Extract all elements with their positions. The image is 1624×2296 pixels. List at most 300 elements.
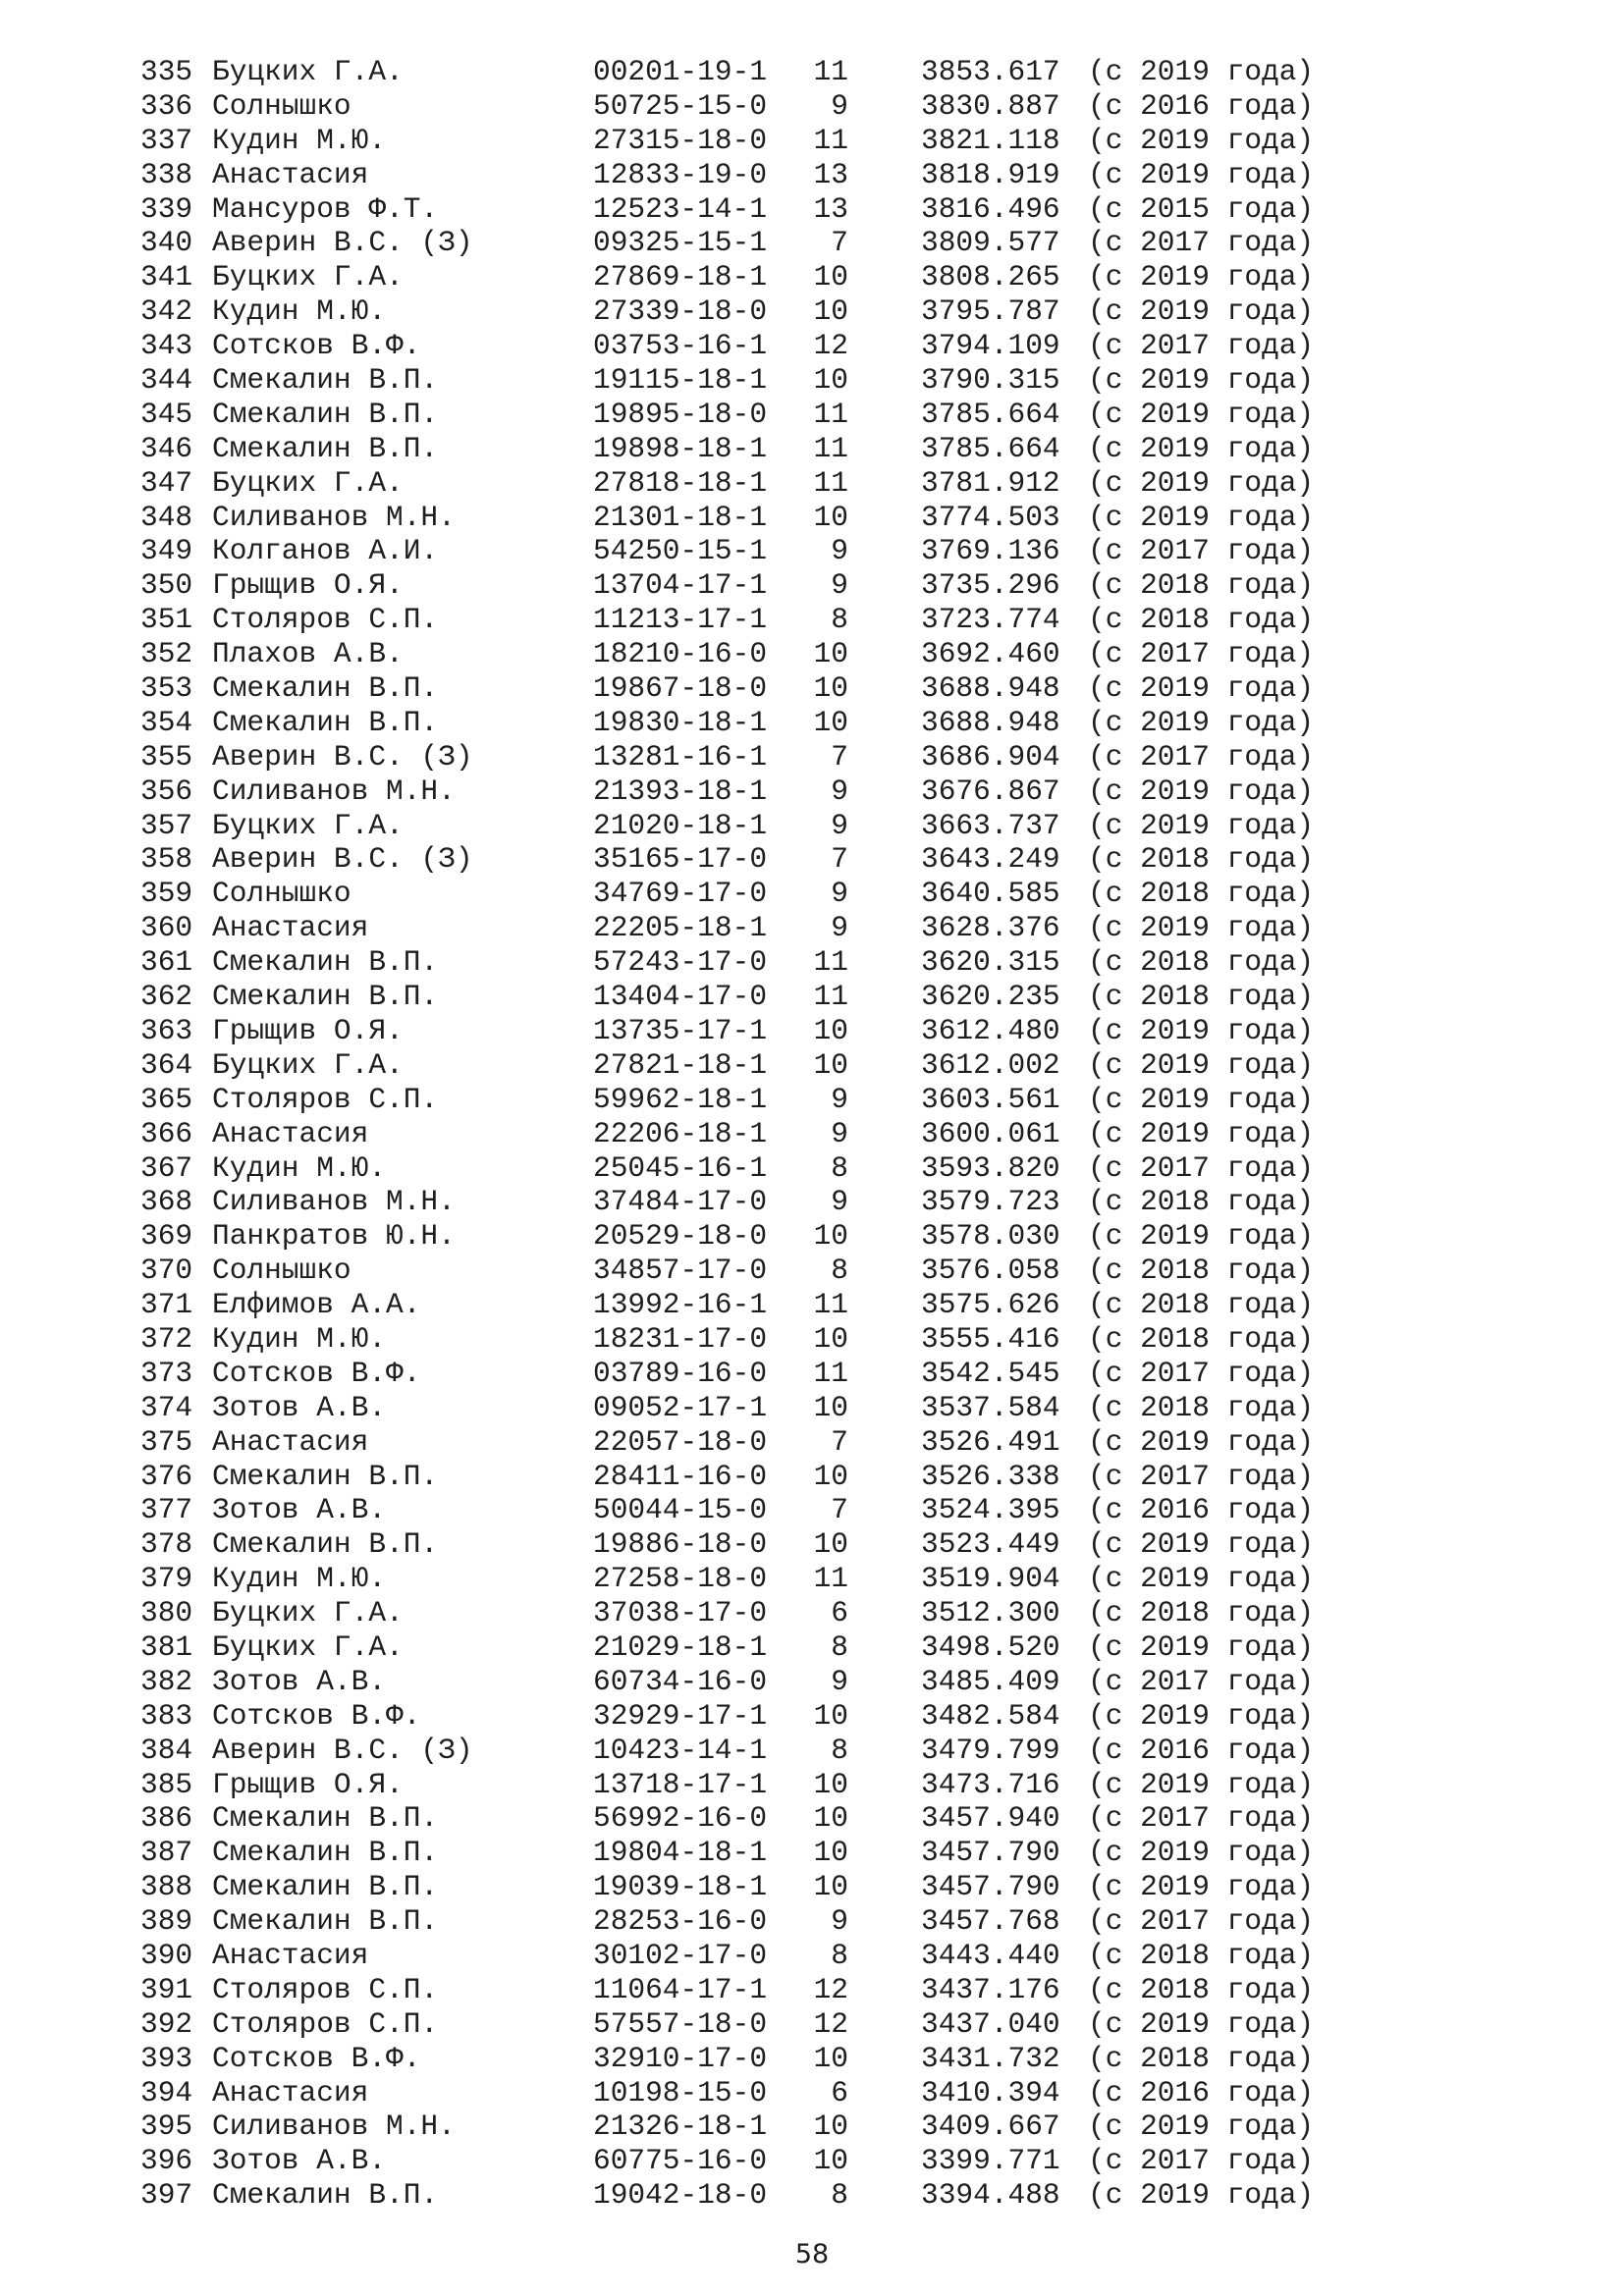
row-value: 3620.235 xyxy=(921,980,1060,1014)
row-since: (с 2018 года) xyxy=(1088,980,1315,1014)
row-number: 354 xyxy=(140,705,193,739)
list-item xyxy=(140,1185,1417,1219)
row-name: Анастасия xyxy=(212,1424,369,1459)
row-number: 390 xyxy=(140,1938,193,1972)
row-number: 368 xyxy=(140,1185,193,1219)
row-number: 380 xyxy=(140,1596,193,1630)
row-number: 365 xyxy=(140,1082,193,1116)
row-value: 3526.491 xyxy=(921,1424,1060,1459)
row-name: Плахов А.В. xyxy=(212,637,404,671)
list-item xyxy=(140,226,1417,260)
row-name: Силиванов М.Н. xyxy=(212,500,456,534)
row-since: (с 2018 года) xyxy=(1088,945,1315,980)
row-code: 57243-17-0 xyxy=(593,945,768,980)
row-count: 10 xyxy=(813,1047,848,1082)
list-item xyxy=(140,945,1417,980)
row-code: 37038-17-0 xyxy=(593,1596,768,1630)
row-value: 3479.799 xyxy=(921,1733,1060,1767)
row-number: 394 xyxy=(140,2075,193,2109)
row-number: 363 xyxy=(140,1013,193,1047)
row-name: Грыщив О.Я. xyxy=(212,568,404,603)
row-value: 3686.904 xyxy=(921,739,1060,774)
row-name: Буцких Г.А. xyxy=(212,808,404,842)
list-item xyxy=(140,1699,1417,1734)
list-item xyxy=(140,192,1417,227)
row-since: (с 2019 года) xyxy=(1088,1116,1315,1150)
row-count: 9 xyxy=(831,1904,848,1939)
list-item xyxy=(140,1391,1417,1425)
row-name: Грыщив О.Я. xyxy=(212,1767,404,1801)
list-item xyxy=(140,55,1417,89)
row-count: 10 xyxy=(813,260,848,294)
row-since: (с 2016 года) xyxy=(1088,2075,1315,2109)
row-count: 10 xyxy=(813,2144,848,2178)
row-value: 3612.002 xyxy=(921,1047,1060,1082)
row-count: 10 xyxy=(813,1801,848,1836)
row-number: 362 xyxy=(140,980,193,1014)
list-item xyxy=(140,1460,1417,1494)
row-since: (с 2019 года) xyxy=(1088,500,1315,534)
row-code: 19886-18-0 xyxy=(593,1527,768,1562)
row-count: 11 xyxy=(813,1288,848,1322)
row-count: 10 xyxy=(813,1836,848,1870)
row-number: 339 xyxy=(140,191,193,226)
row-value: 3830.887 xyxy=(921,88,1060,123)
row-number: 360 xyxy=(140,911,193,945)
row-count: 13 xyxy=(813,191,848,226)
row-name: Кудин М.Ю. xyxy=(212,1562,387,1596)
row-value: 3808.265 xyxy=(921,260,1060,294)
row-code: 13718-17-1 xyxy=(593,1767,768,1801)
row-value: 3399.771 xyxy=(921,2144,1060,2178)
row-value: 3688.948 xyxy=(921,705,1060,739)
list-item xyxy=(140,1151,1417,1186)
ranking-list xyxy=(140,55,1417,2213)
row-name: Буцких Г.А. xyxy=(212,1047,404,1082)
row-code: 12833-19-0 xyxy=(593,157,768,191)
list-item xyxy=(140,1254,1417,1288)
row-code: 56992-16-0 xyxy=(593,1801,768,1836)
row-code: 32910-17-0 xyxy=(593,2041,768,2075)
row-code: 19042-18-0 xyxy=(593,2178,768,2213)
row-number: 342 xyxy=(140,294,193,329)
row-value: 3663.737 xyxy=(921,808,1060,842)
row-number: 375 xyxy=(140,1424,193,1459)
row-since: (с 2019 года) xyxy=(1088,1013,1315,1047)
row-name: Анастасия xyxy=(212,1938,369,1972)
row-since: (с 2018 года) xyxy=(1088,842,1315,877)
row-code: 22206-18-1 xyxy=(593,1116,768,1150)
row-since: (с 2017 года) xyxy=(1088,534,1315,568)
row-since: (с 2017 года) xyxy=(1088,739,1315,774)
row-code: 60734-16-0 xyxy=(593,1664,768,1698)
row-since: (с 2019 года) xyxy=(1088,2006,1315,2041)
row-since: (с 2017 года) xyxy=(1088,1904,1315,1939)
row-number: 397 xyxy=(140,2178,193,2213)
list-item xyxy=(140,329,1417,363)
row-name: Солнышко xyxy=(212,88,352,123)
row-code: 28253-16-0 xyxy=(593,1904,768,1939)
row-name: Смекалин В.П. xyxy=(212,431,439,465)
row-code: 13735-17-1 xyxy=(593,1013,768,1047)
row-name: Буцких Г.А. xyxy=(212,55,404,88)
row-count: 8 xyxy=(831,2178,848,2213)
row-number: 353 xyxy=(140,671,193,706)
row-since: (с 2019 года) xyxy=(1088,294,1315,329)
row-number: 338 xyxy=(140,157,193,191)
row-name: Смекалин В.П. xyxy=(212,1527,439,1562)
row-name: Кудин М.Ю. xyxy=(212,294,387,329)
row-value: 3620.315 xyxy=(921,945,1060,980)
row-value: 3482.584 xyxy=(921,1698,1060,1733)
row-number: 348 xyxy=(140,500,193,534)
row-count: 7 xyxy=(831,739,848,774)
row-count: 11 xyxy=(813,945,848,980)
row-code: 35165-17-0 xyxy=(593,842,768,877)
row-since: (с 2018 года) xyxy=(1088,1288,1315,1322)
row-name: Анастасия xyxy=(212,157,369,191)
row-number: 355 xyxy=(140,739,193,774)
row-count: 10 xyxy=(813,294,848,329)
row-value: 3853.617 xyxy=(921,55,1060,88)
list-item xyxy=(140,501,1417,535)
row-code: 19830-18-1 xyxy=(593,705,768,739)
row-name: Аверин В.С. (З) xyxy=(212,842,473,877)
row-value: 3578.030 xyxy=(921,1219,1060,1254)
row-value: 3795.787 xyxy=(921,294,1060,329)
row-code: 25045-16-1 xyxy=(593,1150,768,1185)
list-item xyxy=(140,1801,1417,1836)
row-count: 9 xyxy=(831,774,848,808)
row-since: (с 2019 года) xyxy=(1088,1527,1315,1562)
row-since: (с 2019 года) xyxy=(1088,1629,1315,1664)
row-count: 9 xyxy=(831,808,848,842)
row-number: 345 xyxy=(140,397,193,431)
list-item xyxy=(140,1665,1417,1699)
row-code: 27821-18-1 xyxy=(593,1047,768,1082)
row-code: 19898-18-1 xyxy=(593,431,768,465)
row-number: 395 xyxy=(140,2109,193,2144)
row-value: 3643.249 xyxy=(921,842,1060,877)
row-since: (с 2019 года) xyxy=(1088,1698,1315,1733)
list-item xyxy=(140,158,1417,192)
row-count: 9 xyxy=(831,88,848,123)
row-value: 3537.584 xyxy=(921,1390,1060,1424)
row-value: 3457.768 xyxy=(921,1904,1060,1939)
row-value: 3498.520 xyxy=(921,1629,1060,1664)
row-number: 361 xyxy=(140,945,193,980)
row-name: Столяров С.П. xyxy=(212,1082,439,1116)
row-name: Буцких Г.А. xyxy=(212,1629,404,1664)
row-code: 50044-15-0 xyxy=(593,1493,768,1527)
row-value: 3688.948 xyxy=(921,671,1060,706)
row-number: 352 xyxy=(140,637,193,671)
row-number: 369 xyxy=(140,1219,193,1254)
row-number: 337 xyxy=(140,123,193,157)
row-number: 356 xyxy=(140,774,193,808)
row-code: 11213-17-1 xyxy=(593,603,768,637)
list-item xyxy=(140,1836,1417,1870)
row-code: 27339-18-0 xyxy=(593,294,768,329)
row-number: 377 xyxy=(140,1493,193,1527)
row-count: 8 xyxy=(831,1938,848,1972)
row-value: 3821.118 xyxy=(921,123,1060,157)
row-number: 374 xyxy=(140,1390,193,1424)
row-name: Кудин М.Ю. xyxy=(212,1150,387,1185)
row-count: 9 xyxy=(831,877,848,911)
row-since: (с 2016 года) xyxy=(1088,1493,1315,1527)
row-name: Анастасия xyxy=(212,2075,369,2109)
list-item xyxy=(140,911,1417,945)
row-name: Смекалин В.П. xyxy=(212,705,439,739)
row-value: 3600.061 xyxy=(921,1116,1060,1150)
list-item xyxy=(140,1288,1417,1322)
row-since: (с 2018 года) xyxy=(1088,2041,1315,2075)
row-name: Смекалин В.П. xyxy=(212,1836,439,1870)
row-name: Смекалин В.П. xyxy=(212,1870,439,1904)
list-item xyxy=(140,89,1417,124)
row-since: (с 2017 года) xyxy=(1088,2144,1315,2178)
list-item xyxy=(140,1973,1417,2007)
list-item xyxy=(140,1219,1417,1254)
row-count: 12 xyxy=(813,2006,848,2041)
list-item xyxy=(140,124,1417,158)
row-code: 19039-18-1 xyxy=(593,1870,768,1904)
row-count: 10 xyxy=(813,1321,848,1356)
row-since: (с 2019 года) xyxy=(1088,1836,1315,1870)
row-name: Мансуров Ф.Т. xyxy=(212,191,439,226)
row-since: (с 2019 года) xyxy=(1088,260,1315,294)
row-number: 392 xyxy=(140,2006,193,2041)
row-name: Силиванов М.Н. xyxy=(212,774,456,808)
row-code: 21326-18-1 xyxy=(593,2109,768,2144)
row-number: 346 xyxy=(140,431,193,465)
row-count: 12 xyxy=(813,1972,848,2006)
row-value: 3457.790 xyxy=(921,1836,1060,1870)
row-code: 10423-14-1 xyxy=(593,1733,768,1767)
row-code: 00201-19-1 xyxy=(593,55,768,88)
row-code: 13281-16-1 xyxy=(593,739,768,774)
row-count: 10 xyxy=(813,705,848,739)
row-number: 383 xyxy=(140,1698,193,1733)
row-since: (с 2018 года) xyxy=(1088,1596,1315,1630)
row-count: 7 xyxy=(831,842,848,877)
row-count: 8 xyxy=(831,1629,848,1664)
row-number: 381 xyxy=(140,1629,193,1664)
row-name: Аверин В.С. (З) xyxy=(212,739,473,774)
row-value: 3723.774 xyxy=(921,603,1060,637)
row-value: 3542.545 xyxy=(921,1356,1060,1390)
list-item xyxy=(140,1117,1417,1151)
row-value: 3790.315 xyxy=(921,363,1060,398)
row-value: 3410.394 xyxy=(921,2075,1060,2109)
row-since: (с 2019 года) xyxy=(1088,1047,1315,1082)
row-value: 3524.395 xyxy=(921,1493,1060,1527)
row-count: 10 xyxy=(813,1013,848,1047)
row-number: 389 xyxy=(140,1904,193,1939)
row-value: 3816.496 xyxy=(921,191,1060,226)
row-number: 386 xyxy=(140,1801,193,1836)
row-since: (с 2019 года) xyxy=(1088,1219,1315,1254)
list-item xyxy=(140,2007,1417,2042)
list-item xyxy=(140,1630,1417,1665)
row-value: 3555.416 xyxy=(921,1321,1060,1356)
row-name: Анастасия xyxy=(212,1116,369,1150)
row-count: 11 xyxy=(813,55,848,88)
row-name: Смекалин В.П. xyxy=(212,2178,439,2213)
row-name: Аверин В.С. (З) xyxy=(212,226,473,260)
row-code: 19867-18-0 xyxy=(593,671,768,706)
row-since: (с 2019 года) xyxy=(1088,465,1315,500)
list-item xyxy=(140,466,1417,501)
row-since: (с 2019 года) xyxy=(1088,2178,1315,2213)
row-value: 3809.577 xyxy=(921,226,1060,260)
row-number: 387 xyxy=(140,1836,193,1870)
row-code: 10198-15-0 xyxy=(593,2075,768,2109)
row-count: 9 xyxy=(831,1664,848,1698)
page-number: 58 xyxy=(794,2239,830,2269)
row-since: (с 2017 года) xyxy=(1088,226,1315,260)
row-code: 13404-17-0 xyxy=(593,980,768,1014)
row-value: 3692.460 xyxy=(921,637,1060,671)
row-number: 364 xyxy=(140,1047,193,1082)
list-item xyxy=(140,568,1417,603)
row-name: Грыщив О.Я. xyxy=(212,1013,404,1047)
row-name: Смекалин В.П. xyxy=(212,1904,439,1939)
row-count: 7 xyxy=(831,226,848,260)
row-since: (с 2018 года) xyxy=(1088,1185,1315,1219)
row-name: Зотов А.В. xyxy=(212,1390,387,1424)
row-since: (с 2019 года) xyxy=(1088,1424,1315,1459)
list-item xyxy=(140,1904,1417,1939)
list-item xyxy=(140,603,1417,637)
row-value: 3523.449 xyxy=(921,1527,1060,1562)
row-code: 30102-17-0 xyxy=(593,1938,768,1972)
row-name: Смекалин В.П. xyxy=(212,1801,439,1836)
row-name: Смекалин В.П. xyxy=(212,945,439,980)
row-value: 3769.136 xyxy=(921,534,1060,568)
row-number: 370 xyxy=(140,1254,193,1288)
row-since: (с 2016 года) xyxy=(1088,1733,1315,1767)
row-number: 391 xyxy=(140,1972,193,2006)
row-count: 11 xyxy=(813,980,848,1014)
row-code: 13704-17-1 xyxy=(593,568,768,603)
row-name: Столяров С.П. xyxy=(212,2006,439,2041)
row-since: (с 2019 года) xyxy=(1088,431,1315,465)
row-since: (с 2017 года) xyxy=(1088,1459,1315,1493)
list-item xyxy=(140,740,1417,774)
row-value: 3794.109 xyxy=(921,329,1060,363)
row-name: Анастасия xyxy=(212,911,369,945)
row-since: (с 2019 года) xyxy=(1088,808,1315,842)
row-count: 8 xyxy=(831,1254,848,1288)
row-since: (с 2017 года) xyxy=(1088,1356,1315,1390)
list-item xyxy=(140,774,1417,809)
row-number: 371 xyxy=(140,1288,193,1322)
row-code: 57557-18-0 xyxy=(593,2006,768,2041)
list-item xyxy=(140,637,1417,671)
row-since: (с 2019 года) xyxy=(1088,157,1315,191)
row-code: 19895-18-0 xyxy=(593,397,768,431)
row-name: Солнышко xyxy=(212,877,352,911)
row-number: 378 xyxy=(140,1527,193,1562)
row-value: 3576.058 xyxy=(921,1254,1060,1288)
row-code: 03789-16-0 xyxy=(593,1356,768,1390)
row-name: Смекалин В.П. xyxy=(212,671,439,706)
row-value: 3640.585 xyxy=(921,877,1060,911)
row-count: 7 xyxy=(831,1493,848,1527)
row-count: 10 xyxy=(813,671,848,706)
row-name: Смекалин В.П. xyxy=(212,980,439,1014)
row-code: 32929-17-1 xyxy=(593,1698,768,1733)
row-since: (с 2017 года) xyxy=(1088,637,1315,671)
row-since: (с 2019 года) xyxy=(1088,1562,1315,1596)
list-item xyxy=(140,706,1417,740)
row-count: 8 xyxy=(831,1733,848,1767)
list-item xyxy=(140,1322,1417,1357)
row-count: 10 xyxy=(813,500,848,534)
row-since: (с 2019 года) xyxy=(1088,2109,1315,2144)
list-item xyxy=(140,2042,1417,2076)
row-count: 10 xyxy=(813,1527,848,1562)
row-number: 340 xyxy=(140,226,193,260)
row-count: 9 xyxy=(831,1082,848,1116)
row-since: (с 2019 года) xyxy=(1088,1082,1315,1116)
row-code: 09052-17-1 xyxy=(593,1390,768,1424)
row-number: 358 xyxy=(140,842,193,877)
row-since: (с 2017 года) xyxy=(1088,1664,1315,1698)
row-value: 3394.488 xyxy=(921,2178,1060,2213)
row-value: 3593.820 xyxy=(921,1150,1060,1185)
row-number: 335 xyxy=(140,55,193,88)
row-since: (с 2017 года) xyxy=(1088,1801,1315,1836)
row-value: 3579.723 xyxy=(921,1185,1060,1219)
row-count: 10 xyxy=(813,1698,848,1733)
list-item xyxy=(140,1014,1417,1048)
row-value: 3575.626 xyxy=(921,1288,1060,1322)
row-count: 13 xyxy=(813,157,848,191)
row-count: 10 xyxy=(813,1459,848,1493)
row-since: (с 2018 года) xyxy=(1088,1254,1315,1288)
row-number: 351 xyxy=(140,603,193,637)
row-since: (с 2018 года) xyxy=(1088,1938,1315,1972)
row-name: Зотов А.В. xyxy=(212,2144,387,2178)
row-value: 3785.664 xyxy=(921,431,1060,465)
row-since: (с 2016 года) xyxy=(1088,88,1315,123)
row-name: Столяров С.П. xyxy=(212,603,439,637)
list-item xyxy=(140,877,1417,911)
row-code: 13992-16-1 xyxy=(593,1288,768,1322)
row-count: 11 xyxy=(813,1356,848,1390)
list-item xyxy=(140,1425,1417,1460)
row-code: 19115-18-1 xyxy=(593,363,768,398)
list-item xyxy=(140,1048,1417,1083)
row-name: Солнышко xyxy=(212,1254,352,1288)
row-since: (с 2019 года) xyxy=(1088,774,1315,808)
row-code: 50725-15-0 xyxy=(593,88,768,123)
row-code: 54250-15-1 xyxy=(593,534,768,568)
row-value: 3519.904 xyxy=(921,1562,1060,1596)
row-code: 22205-18-1 xyxy=(593,911,768,945)
row-count: 10 xyxy=(813,2041,848,2075)
row-number: 366 xyxy=(140,1116,193,1150)
row-name: Буцких Г.А. xyxy=(212,260,404,294)
row-since: (с 2019 года) xyxy=(1088,1870,1315,1904)
list-item xyxy=(140,1527,1417,1562)
row-number: 379 xyxy=(140,1562,193,1596)
row-value: 3512.300 xyxy=(921,1596,1060,1630)
row-value: 3628.376 xyxy=(921,911,1060,945)
